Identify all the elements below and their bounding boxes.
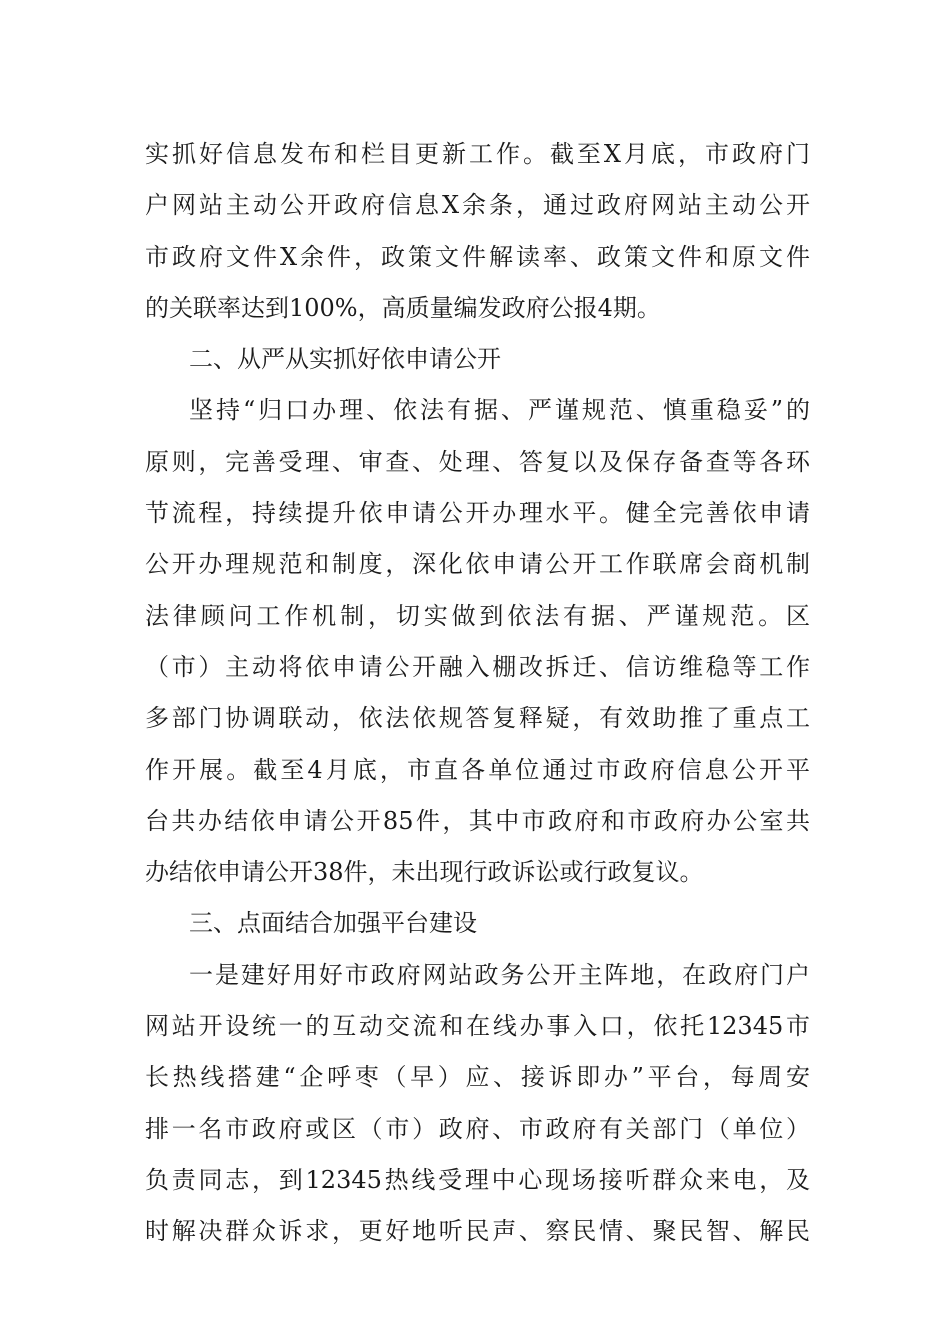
body-text — [145, 129, 810, 1258]
section-heading: 三、点面结合加强平台建设 — [189, 909, 477, 938]
text-line: 多部门协调联动，依法依规答复释疑，有效助推了重点工 — [145, 704, 810, 733]
text-line: 负责同志，到12345热线受理中心现场接听群众来电，及 — [145, 1165, 810, 1194]
text-line: 长热线搭建“企呼枣（早）应、接诉即办”平台，每周安 — [145, 1063, 810, 1092]
text-line: 台共办结依申请公开85件，其中市政府和市政府办公室共 — [145, 806, 810, 835]
text-line: 排一名市政府或区（市）政府、市政府有关部门（单位） — [145, 1114, 810, 1143]
text-line: 市政府文件X余件，政策文件解读率、政策文件和原文件 — [145, 242, 810, 271]
text-line: 公开办理规范和制度，深化依申请公开工作联席会商机制 — [145, 550, 810, 579]
text-line: 法律顾问工作机制，切实做到依法有据、严谨规范。区 — [145, 601, 810, 630]
text-line: 时解决群众诉求，更好地听民声、察民情、聚民智、解民 — [145, 1217, 810, 1246]
text-line: 实抓好信息发布和栏目更新工作。截至X月底，市政府门 — [145, 140, 810, 168]
text-line: 坚持“归口办理、依法有据、严谨规范、慎重稳妥”的 — [189, 396, 810, 425]
text-line: （市）主动将依申请公开融入棚改拆迁、信访维稳等工作 — [145, 652, 810, 681]
text-line: 作开展。截至4月底，市直各单位通过市政府信息公开平 — [145, 755, 810, 784]
text-line: 一是建好用好市政府网站政务公开主阵地，在政府门户 — [189, 960, 810, 989]
text-line: 户网站主动公开政府信息X余条，通过政府网站主动公开 — [145, 191, 810, 220]
text-line: 原则，完善受理、审查、处理、答复以及保存备查等各环 — [145, 447, 810, 476]
text-line: 的关联率达到100%，高质量编发政府公报4期。 — [145, 293, 661, 322]
section-heading: 二、从严从实抓好依申请公开 — [189, 345, 501, 374]
text-line: 办结依申请公开38件，未出现行政诉讼或行政复议。 — [145, 858, 704, 887]
text-line: 网站开设统一的互动交流和在线办事入口，依托12345市 — [145, 1012, 810, 1041]
text-line: 节流程，持续提升依申请公开办理水平。健全完善依申请 — [145, 499, 810, 528]
